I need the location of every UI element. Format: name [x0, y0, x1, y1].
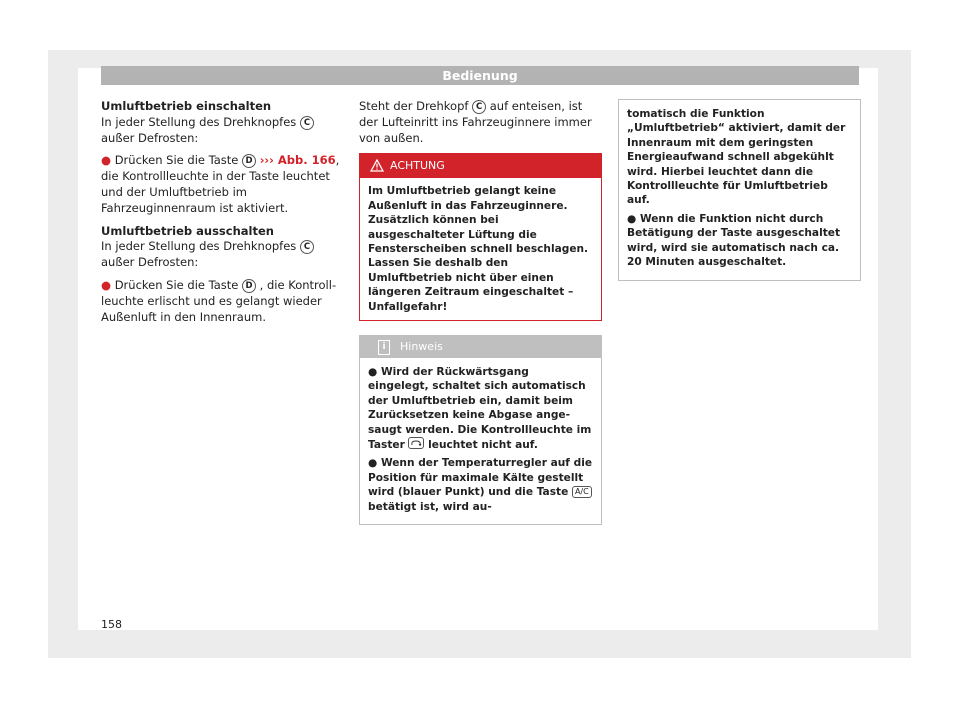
warning-triangle-icon	[370, 159, 384, 172]
bullet-enable-text: Drücken Sie die Taste	[114, 153, 243, 168]
bullet-enable	[101, 153, 344, 216]
warning-box	[359, 153, 602, 321]
ac-key-icon: A/C	[572, 486, 592, 498]
note-item-1: ● Wird der Rückwärtsgang eingelegt, schaltet sich automatisch der Umluftbetrieb ein, damit beim Zurücksetzen keine Abgase angesaugt werden. Die Kontrollleuchte im Taster leuchtet nicht auf.	[368, 366, 592, 452]
key-c-icon: C	[472, 100, 486, 114]
bullet-disable-text: Drücken Sie die Taste	[114, 277, 243, 292]
intro-enable-text-end: außer Defrosten:	[101, 130, 199, 145]
note-item-2-text: Wenn der Temperaturregler auf die Position für maximale Kälte gestellt wird (blauer Punkt) und die Taste	[368, 457, 593, 499]
heading-disable: Umluftbetrieb ausschalten	[101, 223, 274, 238]
warning-text: Im Umluftbetrieb gelangt keine Außenluft in das Fahrzeuginnere. Zusätzlich können bei ausgeschalteter Lüftung die Fensterscheiben schnell beschlagen. Lassen Sie deshalb den Umluftbetrieb nicht über einen längeren Zeitraum eingeschaltet – Unfallgefahr!	[368, 185, 589, 313]
recirculation-icon	[408, 437, 424, 449]
section-header: Bedienung	[101, 66, 859, 85]
bullet-icon: ●	[101, 277, 112, 292]
page-number: 158	[101, 618, 122, 631]
intro-disable	[101, 239, 344, 271]
note-item-1-text: Wird der Rückwärtsgang eingelegt, schaltet sich automatisch der Umluftbetrieb ein, damit beim Zurücksetzen keine Abgase angesaugt werden. Die Kontrollleuchte im Taster	[368, 366, 592, 452]
info-icon: i	[378, 340, 390, 355]
bullet-enable-text-end: , die Kontrollleuchte in der Taste leuchtet und der Umluftbetrieb im Fahrzeuginnenraum ist aktiviert.	[101, 153, 340, 215]
continuation-bullet-text: Wenn die Funktion nicht durch Betätigung der Taste ausgeschaltet wird, wird sie automatisch nach ca. 20 Minuten ausgeschaltet.	[627, 212, 841, 269]
bullet-disable	[101, 278, 344, 325]
key-c-icon: C	[300, 116, 314, 130]
intro-disable-text: In jeder Stellung des Drehknopfes	[101, 239, 300, 254]
column-middle	[359, 99, 602, 525]
note-header	[360, 336, 601, 358]
heading-enable: Umluftbetrieb einschalten	[101, 99, 272, 113]
intro-disable-text-end: außer Defrosten:	[101, 255, 199, 270]
continuation-text: tomatisch die Funktion „Umluftbetrieb“ aktiviert, damit der Innenraum mit dem geringsten Energieaufwand schnell abgekühlt wird. Hierbei leuchtet dann die Kontrollleuchte für Umluftbetrieb auf.	[627, 108, 846, 207]
column-left	[101, 99, 344, 332]
key-d-icon: D	[242, 279, 256, 293]
figure-reference-link[interactable]: ››› Abb. 166	[259, 153, 336, 168]
intro-enable	[101, 115, 344, 147]
continuation-bullet: ● Wenn die Funktion nicht durch Betätigung der Taste ausgeschaltet wird, wird sie automatisch nach ca. 20 Minuten ausgeschaltet.	[627, 212, 841, 269]
key-d-icon: D	[242, 154, 256, 168]
note-item-1-text-end: leuchtet nicht auf.	[424, 439, 538, 452]
bullet-icon: ●	[101, 153, 112, 168]
note-body	[360, 358, 601, 524]
note-continuation-box	[618, 99, 861, 281]
defrost-text-end: auf enteisen, ist der Lufteinritt ins Fahrzeuginnere immer von außen.	[359, 99, 592, 145]
key-c-icon: C	[300, 240, 314, 254]
note-box	[359, 335, 602, 525]
bullet-disable-text-end: , die Kontrollleuchte erlischt und es gelangt wieder Außenluft in den Innenraum.	[101, 277, 337, 324]
column-right	[618, 99, 861, 281]
intro-enable-text: In jeder Stellung des Drehknopfes	[101, 114, 300, 129]
defrost-text: Steht der Drehkopf	[359, 99, 473, 113]
warning-title: ACHTUNG	[390, 159, 445, 173]
defrost-paragraph	[359, 99, 602, 146]
note-item-2: ● Wenn der Temperaturregler auf die Position für maximale Kälte gestellt wird (blauer Punkt) und die Taste A/C betätigt ist, wird au-	[368, 457, 593, 513]
note-title: Hinweis	[400, 340, 443, 354]
note-item-2-text-end: betätigt ist, wird au-	[368, 500, 492, 513]
warning-header	[360, 154, 601, 178]
